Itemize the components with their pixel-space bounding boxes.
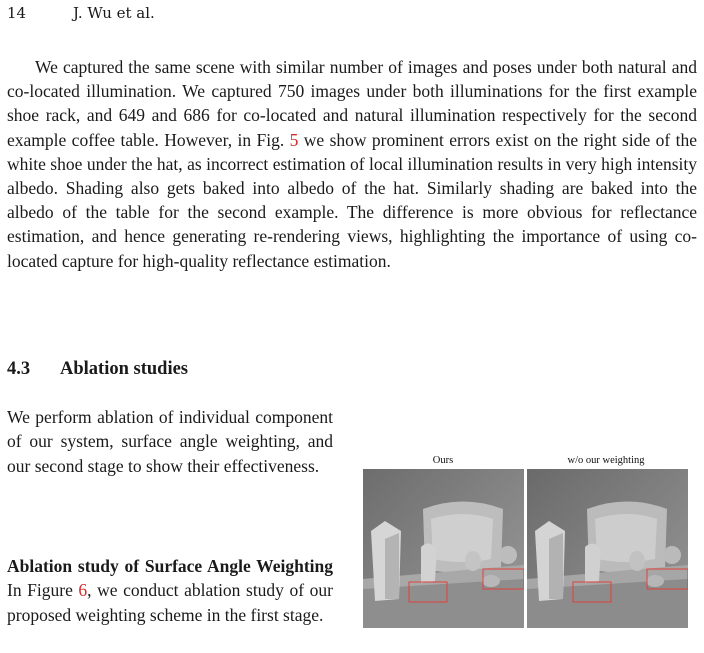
- page-header: [7, 4, 155, 22]
- paragraph-text-a: We captured the same scene with similar number of images and poses under both natural and co-located illumination. We captured 750 images under both illuminations for the first example shoe rack, and 649 and 686 for co-located and natural illumination respectively for the second example coffee table. However, in Fig.: [7, 57, 697, 150]
- body-paragraph-illumination: [7, 55, 697, 273]
- section-title: Ablation studies: [60, 359, 188, 379]
- paragraph-text-b: , we conduct ablation study of our proposed weighting scheme in the first stage.: [7, 580, 333, 625]
- running-head-authors: J. Wu et al.: [73, 4, 155, 22]
- section-heading: [7, 359, 188, 380]
- body-paragraph-surface-angle: [7, 554, 333, 627]
- render-panel-ours: [363, 469, 524, 628]
- figure-ref-5[interactable]: 5: [289, 129, 299, 150]
- paragraph-text-a: In Figure: [7, 580, 79, 601]
- paragraph-run-in-title: Ablation study of Surface Angle Weighting: [7, 556, 333, 576]
- section-number: 4.3: [7, 359, 31, 379]
- paragraph-text-b: we show prominent errors exist on the right side of the white shoe under the hat, as incorrect estimation of local illumination results in very high intensity albedo. Shading also gets baked into albedo of the hat. Similarly shading are baked into the albedo of the table for the second example. The difference is more obvious for reflectance estimation, and hence generating re-rendering views, highlighting the importance of using co-located capture for high-quality reflectance estimation.: [7, 129, 697, 271]
- figure-ref-6[interactable]: 6: [78, 580, 88, 601]
- page-number: 14: [7, 4, 27, 22]
- figure-label-without-weighting: w/o our weighting: [567, 455, 645, 466]
- body-paragraph-ablation-intro: We perform ablation of individual component of our system, surface angle weighting, and our second stage to show their effectiveness.: [7, 407, 333, 476]
- render-panel-without-weighting: [527, 469, 688, 628]
- figure-label-ours: Ours: [432, 455, 454, 466]
